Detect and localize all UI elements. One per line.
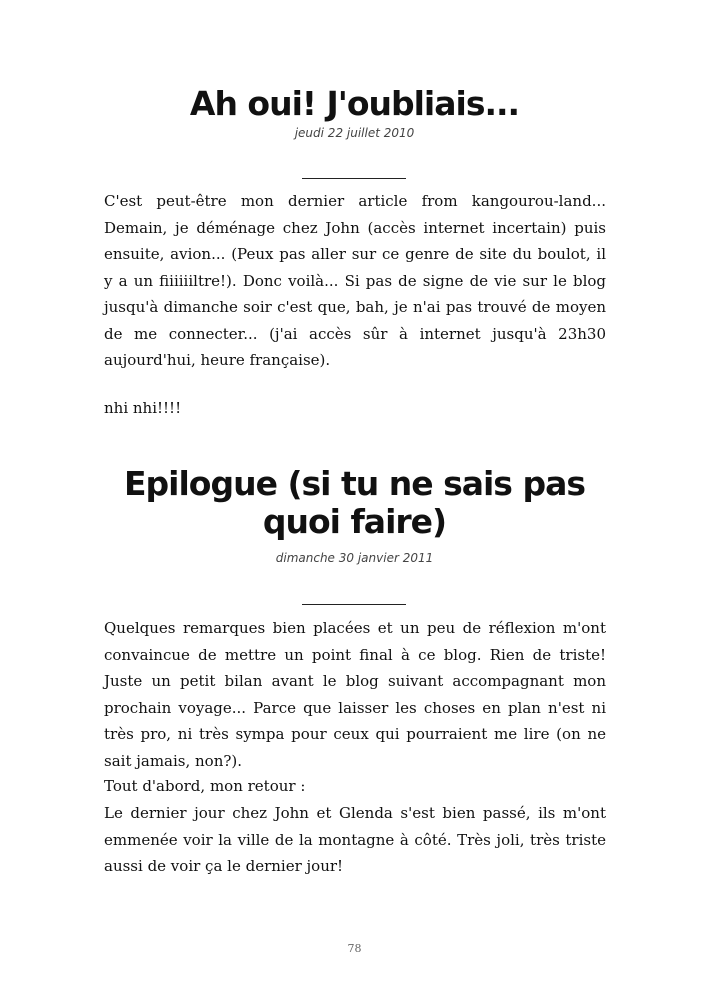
article-title: Epilogue (si tu ne sais pas quoi faire) (124, 464, 585, 541)
article-paragraph: Tout d'abord, mon retour : (104, 777, 306, 795)
article-paragraph: nhi nhi!!!! (104, 399, 182, 417)
article-paragraph: Le dernier jour chez John et Glenda s'est bien passé, ils m'ont emmenée voir la ville de la montagne à côté. Très joli, très triste aussi de voir ça le dernier jour! (104, 804, 606, 875)
article-title: Ah oui! J'oubliais... (189, 84, 520, 123)
article-date: dimanche 30 janvier 2011 (275, 551, 434, 565)
separator (302, 604, 406, 605)
article-paragraph: C'est peut-être mon dernier article from kangourou-land... Demain, je déménage chez John (accès internet incertain) puis ensuite, avion... (Peux pas aller sur ce genre de site du boulot, il y a un fiiiiiiltre!). Donc voilà... Si pas de signe de vie sur le blog jusqu'à dimanche soir c'est que, bah, je n'ai pas trouvé de moyen de me connecter... (j'ai accès sûr à internet jusqu'à 23h30 aujourd'hui, heure française). (104, 192, 606, 369)
separator (302, 178, 406, 179)
article-date: jeudi 22 juillet 2010 (294, 126, 415, 140)
article-paragraph: Quelques remarques bien placées et un peu de réflexion m'ont convaincue de mettre un point final à ce blog. Rien de triste! Juste un petit bilan avant le blog suivant accompagnant mon prochain voyage... Parce que laisser les choses en plan n'est ni très pro, ni très sympa pour ceux qui pourraient me lire (on ne sait jamais, non?). (104, 619, 606, 770)
page-number: 78 (347, 942, 362, 955)
